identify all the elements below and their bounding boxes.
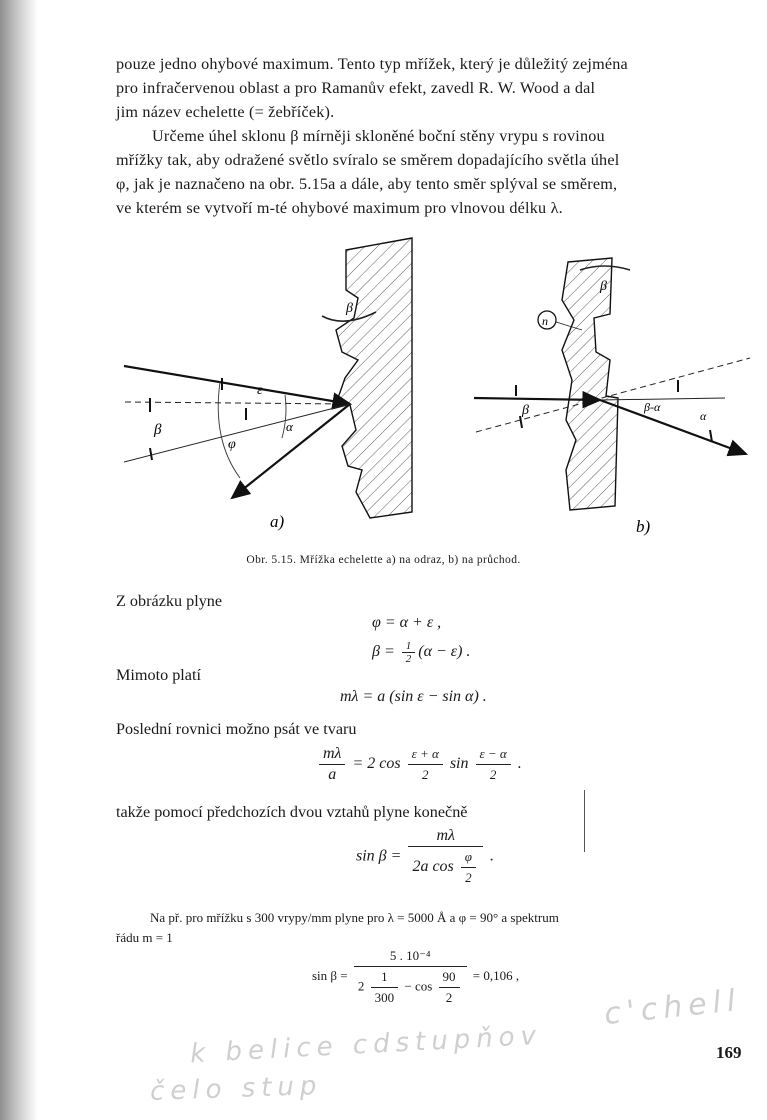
frac-num: mλ: [408, 826, 483, 847]
eq-end: .: [517, 755, 522, 773]
den-left: 2a cos: [412, 858, 454, 876]
text-line: φ, jak je naznačeno na obr. 5.15a a dále, aby tento směr splýval se směrem,: [116, 175, 618, 193]
fraction-90-2: [439, 967, 460, 1008]
den-minus-cos: − cos: [404, 978, 433, 994]
grating-profile-b: [562, 258, 618, 510]
equation-grating: mλ = a (sin ε − sin α) .: [340, 688, 487, 705]
eq-end: .: [489, 847, 494, 865]
equation-rewritten: [316, 744, 522, 785]
label-beta-b: β: [522, 403, 529, 418]
incident-ray-a: [124, 366, 350, 404]
frac-num: 5 . 10⁻⁴: [354, 946, 467, 967]
label-epsilon-a: ε: [257, 383, 263, 398]
fraction-half-diff: [476, 744, 511, 785]
frac-num: mλ: [319, 744, 345, 765]
figure-echelette: [0, 0, 767, 550]
fraction-phi-half: [461, 847, 476, 888]
figure-caption: Obr. 5.15. Mřížka echelette a) na odraz, b) na průchod.: [246, 554, 521, 566]
text-rewrite: Poslední rovnici možno psát ve tvaru: [116, 720, 357, 738]
label-alpha-b: α: [700, 409, 707, 423]
equation-sin-beta: [356, 826, 494, 888]
half-den: 2: [405, 653, 412, 665]
label-beta-top-b: β: [600, 279, 607, 294]
text-line: jim název echelette (= žebříček).: [116, 103, 335, 121]
fraction-half-sum: [408, 744, 443, 785]
label-beta-top-a: β: [346, 301, 353, 316]
label-part-a: a): [270, 512, 285, 531]
label-alpha-a: α: [286, 419, 293, 434]
text-line: mřížky tak, aby odražené světlo svíralo se směrem dopadajícího světla úhel: [116, 151, 620, 169]
handwritten-note-2: k belice cdstupňov: [189, 1020, 543, 1070]
horizontal-ref-b: [600, 398, 725, 400]
eq-beta-lhs: β =: [372, 643, 395, 661]
figure-part-a: [124, 238, 412, 531]
frac-den: [408, 847, 483, 888]
margin-mark: [584, 790, 585, 852]
fraction-numeric: [354, 946, 467, 1008]
half-fraction: [402, 640, 416, 665]
eq-lhs: sin β =: [312, 967, 348, 983]
eq-sin: sin: [449, 755, 469, 773]
grating-profile-a: [336, 238, 412, 518]
equation-numeric: [312, 946, 519, 1008]
handwritten-note-3: čelo stup: [149, 1071, 323, 1107]
frac-den: 2: [445, 990, 453, 1005]
equation-phi: φ = α + ε ,: [372, 614, 442, 631]
frac-num: ε + α: [408, 744, 443, 765]
example-line-2: řádu m = 1: [116, 930, 173, 945]
eq-lhs: sin β =: [356, 847, 402, 865]
frac-den: 2: [421, 767, 429, 782]
frac-num: ε − α: [476, 744, 511, 765]
den-two: 2: [357, 978, 365, 994]
frac-den: 2: [465, 870, 472, 885]
page-number: 169: [716, 1043, 742, 1062]
eq-mid: = 2 cos: [352, 755, 401, 773]
label-n-b: n: [542, 314, 548, 328]
label-part-b: b): [636, 517, 651, 536]
eq-result: = 0,106 ,: [472, 967, 520, 983]
fraction-sin-beta: [408, 826, 483, 888]
text-line: pouze jedno ohybové maximum. Tento typ mřížek, který je důležitý zejména: [116, 55, 628, 73]
label-beta-a: β: [154, 422, 162, 438]
text-line: pro infračervenou oblast a pro Ramanův efekt, zavedl R. W. Wood a dal: [116, 79, 596, 97]
text-from-figure: Z obrázku plyne: [116, 592, 223, 610]
diffracted-ray-b: [600, 400, 746, 454]
figure-part-b: [474, 258, 750, 536]
equation-beta: [372, 640, 470, 665]
fraction-m-lambda-a: [319, 744, 345, 785]
handwritten-note-1: c'chell: [602, 982, 743, 1033]
frac-den: 2: [489, 767, 497, 782]
text-moreover: Mimoto platí: [116, 666, 201, 684]
frac-den: [354, 967, 467, 1008]
label-beta-minus-alpha: β-α: [644, 400, 661, 414]
frac-num: φ: [461, 847, 476, 868]
frac-num: 1: [371, 967, 399, 988]
angle-arc-phi: [218, 382, 240, 478]
fraction-one-300: [371, 967, 399, 1008]
frac-den: a: [328, 766, 337, 783]
text-line: Určeme úhel sklonu β mírněji skloněné boční stěny vrypu s rovinou: [152, 127, 605, 145]
frac-num: 90: [439, 967, 460, 988]
half-num: 1: [402, 640, 416, 653]
example-line-1: Na př. pro mřížku s 300 vrypy/mm plyne pro λ = 5000 Å a φ = 90° a spektrum: [150, 910, 559, 925]
normal-line-a: [125, 402, 350, 404]
eq-beta-rhs: (α − ε) .: [418, 643, 471, 661]
text-hence: takže pomocí předchozích dvou vztahů plyne konečně: [116, 803, 468, 821]
text-line: ve kterém se vytvoří m-té ohybové maximum pro vlnovou délku λ.: [116, 199, 563, 217]
frac-den: 300: [374, 990, 395, 1005]
label-phi-a: φ: [228, 437, 236, 452]
